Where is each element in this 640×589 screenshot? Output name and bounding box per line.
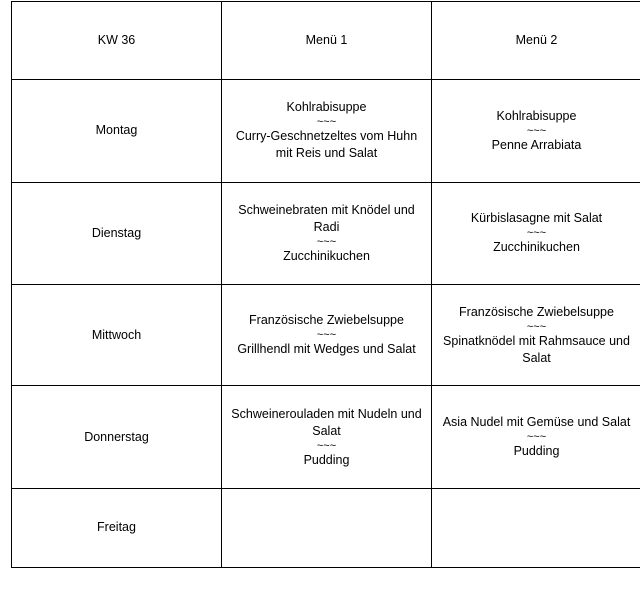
dish-line: Kohlrabisuppe bbox=[496, 108, 577, 123]
dish-line: Französische Zwiebelsuppe bbox=[249, 313, 404, 328]
table-header-row bbox=[12, 2, 640, 80]
table-row-mittwoch bbox=[12, 284, 640, 385]
dish-separator: ~~~ bbox=[316, 235, 337, 248]
table-row-freitag bbox=[12, 488, 640, 567]
dish-separator: ~~~ bbox=[316, 329, 337, 342]
dish-line: Pudding bbox=[303, 452, 350, 467]
day-cell: Freitag bbox=[12, 488, 222, 567]
dish-line: Grillhendl mit Wedges und Salat bbox=[237, 342, 416, 357]
dish-line: Penne Arrabiata bbox=[491, 137, 582, 152]
weekly-menu-table bbox=[11, 1, 640, 568]
dish-line: Spinatknödel mit Rahmsauce und Salat bbox=[443, 333, 630, 365]
week-header-cell: KW 36 bbox=[12, 2, 222, 80]
menu2-cell bbox=[432, 386, 640, 488]
dish-line: Kohlrabisuppe bbox=[286, 100, 367, 115]
menu1-cell bbox=[222, 386, 432, 488]
dish-line: Zucchinikuchen bbox=[283, 248, 370, 263]
dish-line: Kürbislasagne mit Salat bbox=[470, 211, 603, 226]
table-row-donnerstag bbox=[12, 386, 640, 488]
menu1-header-cell: Menü 1 bbox=[222, 2, 432, 80]
day-cell: Mittwoch bbox=[12, 284, 222, 385]
menu1-cell-empty bbox=[222, 488, 432, 567]
dish-line: Schweinebraten mit Knödel und Radi bbox=[238, 202, 415, 234]
menu1-cell bbox=[222, 80, 432, 182]
menu2-cell bbox=[432, 80, 640, 182]
menu2-cell bbox=[432, 182, 640, 284]
menu2-header-cell: Menü 2 bbox=[432, 2, 640, 80]
dish-separator: ~~~ bbox=[526, 227, 547, 240]
day-cell: Donnerstag bbox=[12, 386, 222, 488]
table-row-montag bbox=[12, 80, 640, 182]
day-cell: Montag bbox=[12, 80, 222, 182]
dish-line: Asia Nudel mit Gemüse und Salat bbox=[442, 415, 631, 429]
dish-line: Pudding bbox=[513, 444, 560, 458]
dish-line: Schweinerouladen mit Nudeln und Salat bbox=[231, 406, 422, 438]
dish-separator: ~~~ bbox=[316, 116, 337, 129]
dish-separator: ~~~ bbox=[526, 431, 547, 443]
dish-line: Zucchinikuchen bbox=[493, 240, 580, 255]
dish-separator: ~~~ bbox=[526, 320, 547, 333]
dish-separator: ~~~ bbox=[526, 124, 547, 137]
dish-line: Curry-Geschnetzeltes vom Huhn mit Reis und Salat bbox=[235, 129, 418, 161]
menu2-cell-empty bbox=[432, 488, 640, 567]
dish-line: Französische Zwiebelsuppe bbox=[459, 304, 614, 319]
table-row-dienstag bbox=[12, 182, 640, 284]
menu2-cell bbox=[432, 284, 640, 385]
menu1-cell bbox=[222, 182, 432, 284]
day-cell: Dienstag bbox=[12, 182, 222, 284]
dish-separator: ~~~ bbox=[316, 439, 337, 452]
menu1-cell bbox=[222, 284, 432, 385]
